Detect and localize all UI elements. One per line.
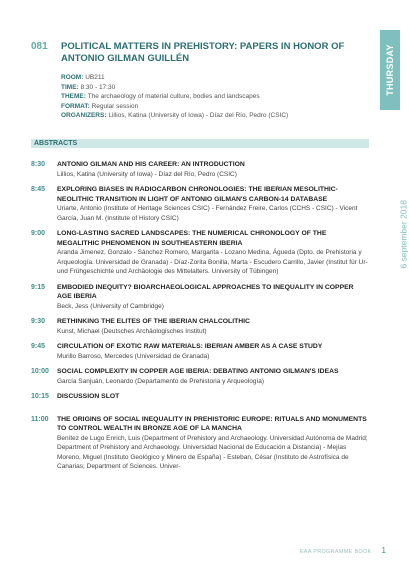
entry-time: 9:15 <box>31 283 46 291</box>
entry-time: 11:00 <box>31 415 49 423</box>
abstract-entry <box>31 342 369 361</box>
abstract-entry <box>31 185 369 223</box>
room-label: ROOM: <box>61 74 84 81</box>
entry-title: SOCIAL COMPLEXITY IN COPPER AGE IBERIA: DEBATING ANTONIO GILMAN'S IDEAS <box>57 368 339 375</box>
entry-title: CIRCULATION OF EXOTIC RAW MATERIALS: IBERIAN AMBER AS A CASE STUDY <box>57 343 323 350</box>
entry-authors: Aranda Jimenez, Gonzalo - Sánchez Romero, Margarita - Lozano Medina, Águeda (Dpto. de Prehistoria y Arqueología. Universidad de Granada) - Díaz-Zorita Bonilla, Marta - Escudero Carrillo, Javier (Institut für Ur- und Frühgeschichte und Archäologie des Mittelalters. University of Tübingen) <box>57 249 368 275</box>
entry-time: 9:45 <box>31 343 46 350</box>
entry-time: 8:45 <box>31 186 46 193</box>
entry-title: DISCUSSION SLOT <box>57 393 120 400</box>
room-value: UB211 <box>85 74 105 81</box>
entry-title: RETHINKING THE ELITES OF THE IBERIAN CHALCOLITHIC <box>57 318 250 325</box>
page-number: 1 <box>381 546 386 555</box>
theme-value: The archaeology of material culture, bodies and landscapes <box>87 93 260 100</box>
theme-label: THEME: <box>61 93 86 100</box>
format-label: FORMAT: <box>61 102 90 110</box>
entry-authors: Lillios, Katina (University of Iowa) - Díaz del Río, Pedro (CSIC) <box>57 170 237 178</box>
session-title: POLITICAL MATTERS IN PREHISTORY: PAPERS IN HONOR OF ANTONIO GILMAN GUILLÉN <box>61 41 345 64</box>
session-number: 081 <box>31 41 48 52</box>
theme-row <box>61 92 351 102</box>
entry-title: THE ORIGINS OF SOCIAL INEQUALITY IN PREHISTORIC EUROPE: RITUALS AND MONUMENTS TO CONTROL WEALTH IN BRONZE AGE OF LA MANCHA <box>57 415 367 432</box>
organizers-value: Lillios, Katina (University of Iowa) - Díaz del Río, Pedro (CSIC) <box>108 112 289 119</box>
programme-book-label: EAA PROGRAMME BOOK <box>299 549 372 555</box>
format-row <box>61 102 351 112</box>
entry-title: ANTONIO GILMAN AND HIS CAREER: AN INTRODUCTION <box>57 161 245 168</box>
page-footer <box>300 546 386 555</box>
time-label: TIME: <box>61 83 79 91</box>
entry-authors: García Sanjuán, Leonardo (Departamento de Prehistoria y Arqueología) <box>57 377 265 385</box>
abstract-entry <box>31 392 369 402</box>
entry-time: 10:15 <box>31 393 49 400</box>
entry-time: 8:30 <box>31 161 46 168</box>
entry-time: 9:30 <box>31 318 46 325</box>
abstract-entry <box>31 160 369 179</box>
day-tab <box>380 30 400 110</box>
entry-authors: Benítez de Lugo Enrich, Luis (Department of Prehistory and Archaeology. Universidad Autónoma de Madrid; Department of Prehistory and Archaeology. Universidad Nacional de Educación a Distancia) - Mejías Moreno, Miguel (Instituto Geológico y Minero de España) - Esteban, César (Instituto de Astrofísica de Canarias; Department of Sciences. Univer- <box>57 434 368 470</box>
session-meta <box>61 73 351 121</box>
organizers-row <box>61 111 351 121</box>
date-label: 6 september 2018 <box>399 200 409 269</box>
entry-time: 10:00 <box>31 368 49 375</box>
time-row <box>61 83 351 93</box>
abstracts-heading <box>31 139 369 148</box>
abstract-entry <box>31 317 369 336</box>
abstracts-label: ABSTRACTS <box>34 140 78 147</box>
entry-title: LONG-LASTING SACRED LANDSCAPES: THE NUMERICAL CHRONOLOGY OF THE MEGALITHIC PHENOMENON IN SOUTHEASTERN IBERIA <box>57 230 327 247</box>
organizers-label: ORGANIZERS: <box>61 112 107 119</box>
entry-title: EXPLORING BIASES IN RADIOCARBON CHRONOLOGIES: THE IBERIAN MESOLITHIC-NEOLITHIC TRANSITION IN LIGHT OF ANTONIO GILMAN'S CARBON-14 DATABASE <box>57 186 338 203</box>
entry-authors: Beck, Jess (University of Cambridge) <box>57 302 164 310</box>
time-value: 8:30 - 17:30 <box>80 83 116 91</box>
room-row <box>61 73 351 83</box>
entry-authors: Murillo Barroso, Mercedes (Universidad de Granada) <box>57 352 210 360</box>
abstract-entry <box>31 229 369 277</box>
abstract-list <box>31 160 369 478</box>
entry-authors: Kunst, Michael (Deutsches Archäologisches Institut) <box>57 327 207 335</box>
session-header <box>31 41 351 121</box>
entry-time: 9:00 <box>31 230 46 237</box>
entry-title: EMBODIED INEQUITY? BIOARCHAEOLOGICAL APPROACHES TO INEQUALITY IN COPPER AGE IBERIA <box>57 283 354 300</box>
format-value: Regular session <box>91 102 139 110</box>
abstract-entry <box>31 283 369 312</box>
abstract-entry <box>31 415 369 472</box>
entry-authors: Uriarte, Antonio (Institute of Heritage Sciences CSIC) - Fernández Freire, Carlos (CCHS - CSIC) - Vicent García, Juan M. (Institute of History CSIC) <box>57 205 358 222</box>
abstract-entry <box>31 367 369 386</box>
day-label: THURSDAY <box>385 44 395 96</box>
